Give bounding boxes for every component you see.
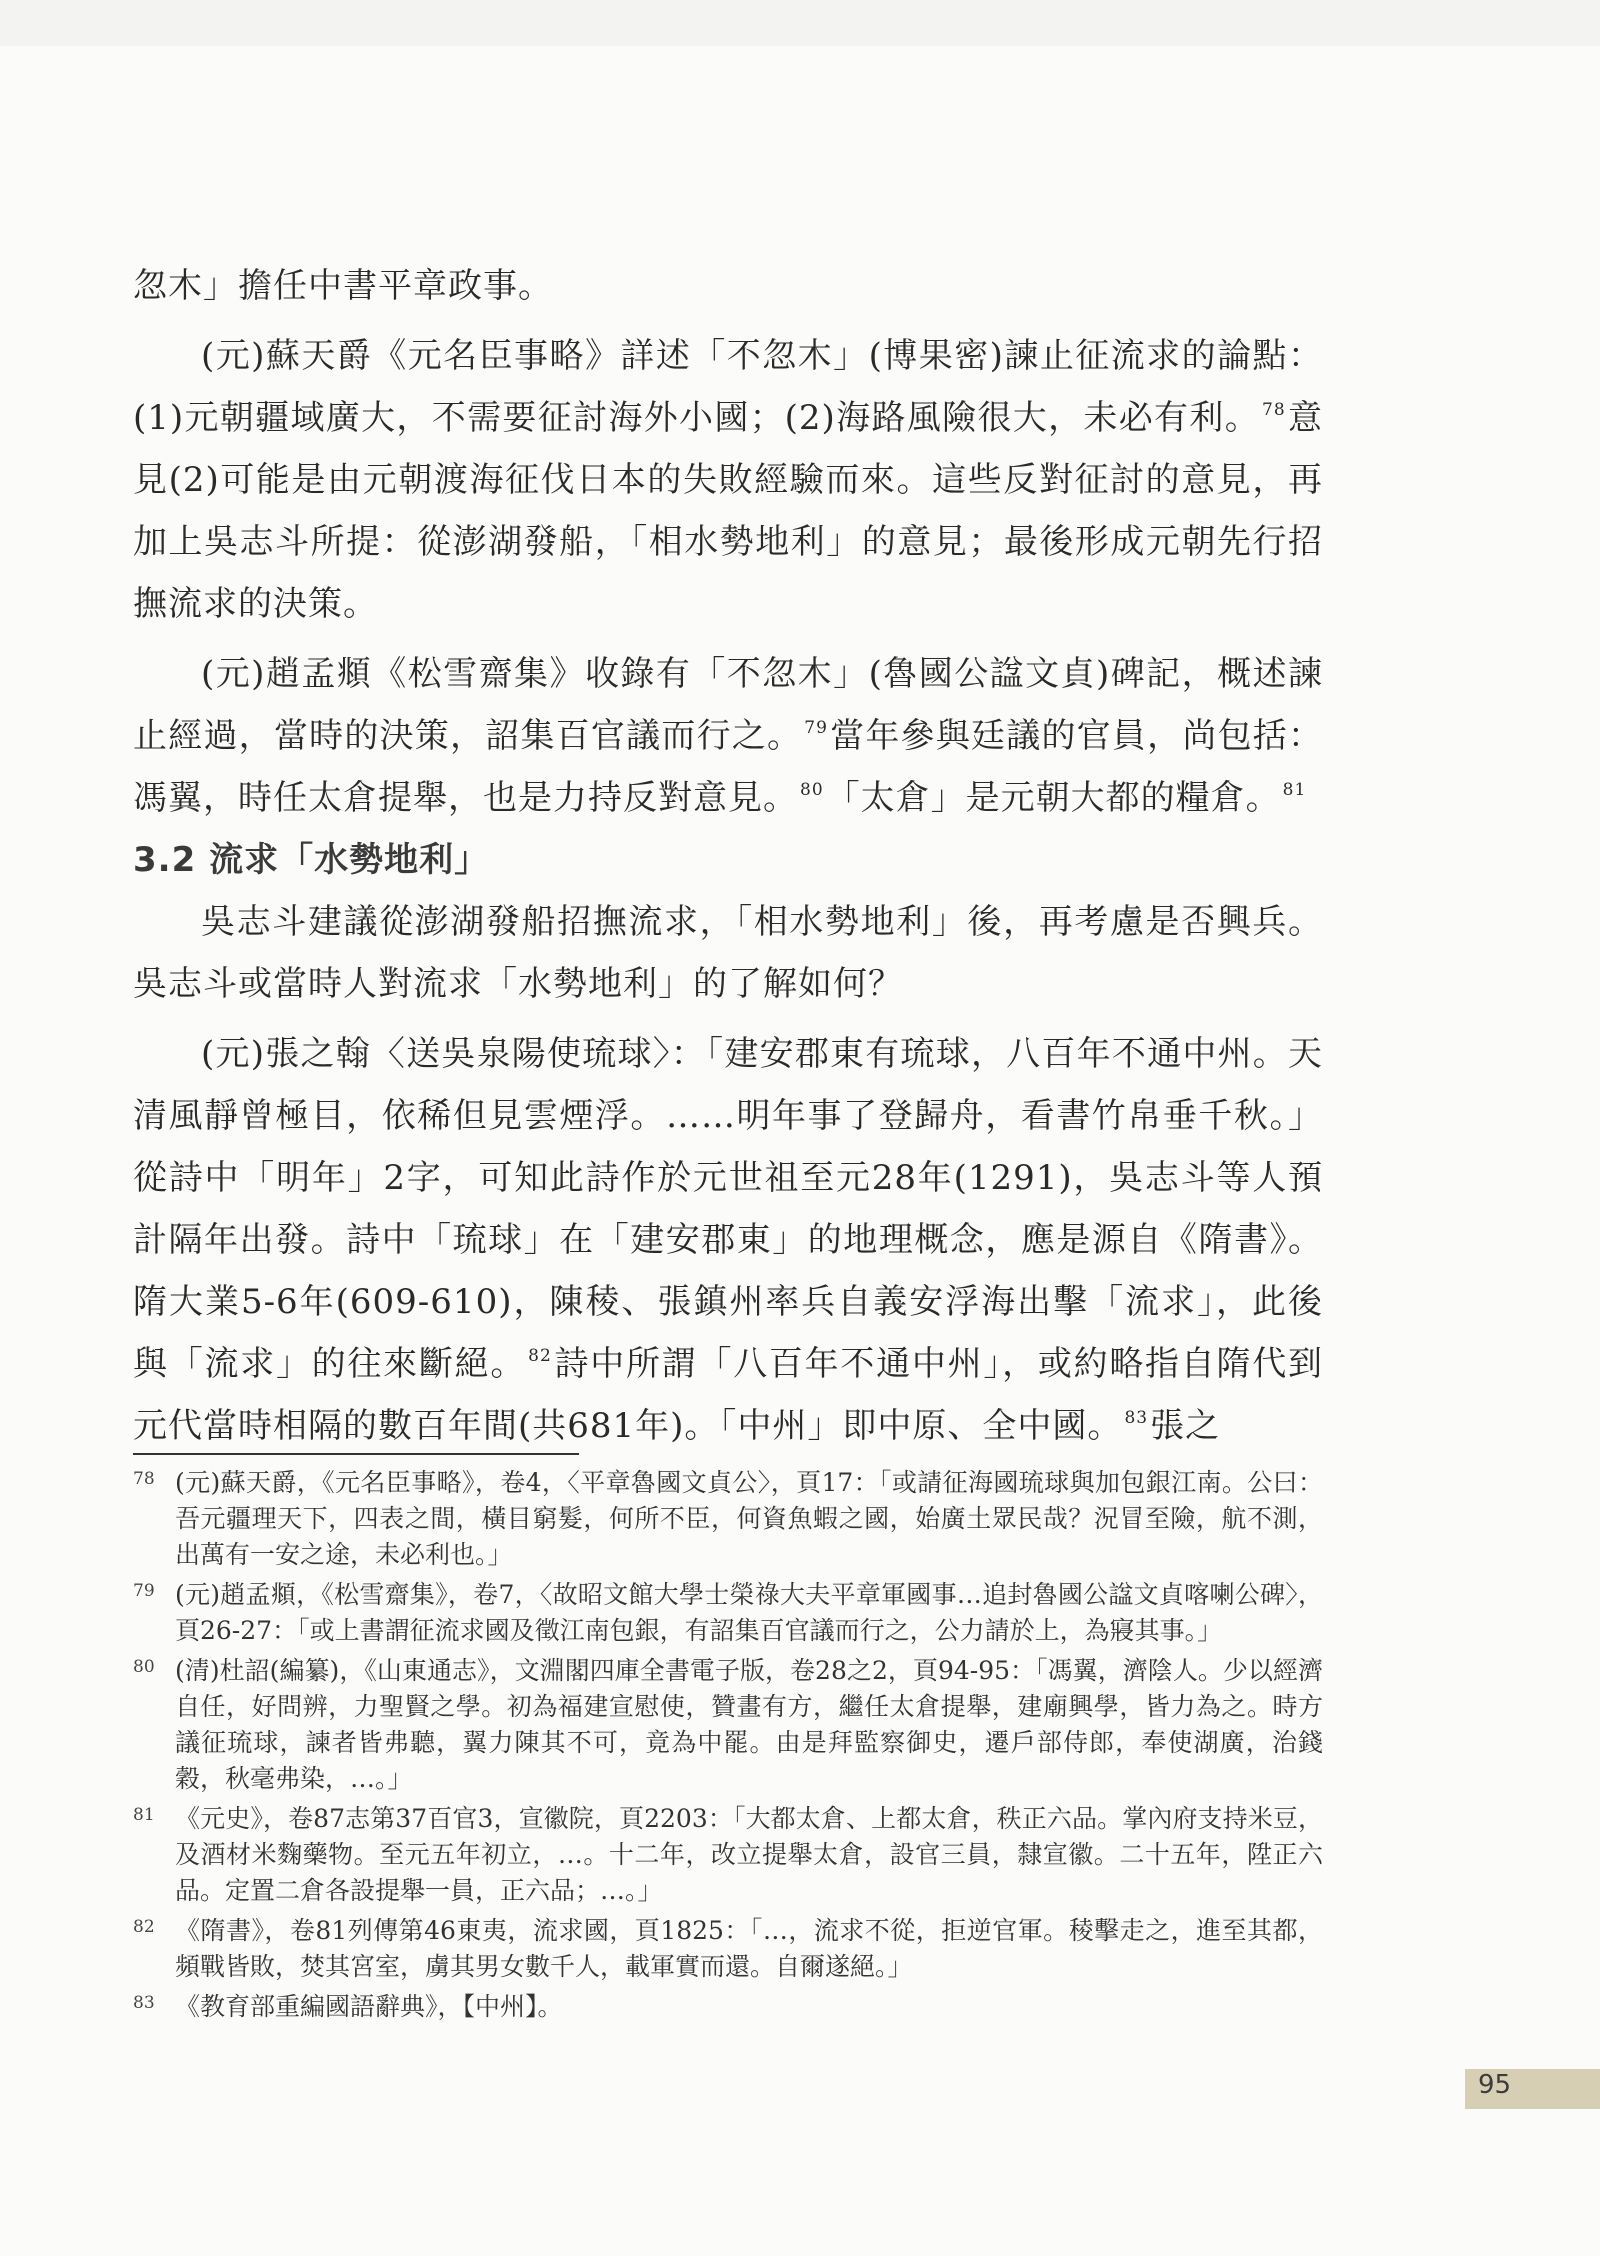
footnote-number: 80 bbox=[133, 1657, 155, 1677]
footnote-number: 78 bbox=[133, 1469, 155, 1489]
paragraph-zhao-mengfu: (元)趙孟頫《松雪齋集》收錄有「不忽木」(魯國公諡文貞)碑記，概述諫止經過，當時的決策，詔集百官議而行之。 $^{79}$當年參與廷議的官員，尚包括：馮翼，時任太倉提舉，也是力持反對意見。 $^{80}$「太倉」是元朝大都的糧倉。 $^{81}$ bbox=[133, 654, 1324, 818]
footnote-ref-80[interactable]: 80 bbox=[800, 780, 824, 800]
footnote-text: (元)趙孟頫，《松雪齋集》，卷7，〈故昭文館大學士榮祿大夫平章軍國事…追封魯國公諡文貞喀喇公碑〉，頁26-27：「或上書謂征流求國及徵江南包銀，有詔集百官議而行之，公力請於上，為寢其事。」 bbox=[175, 1580, 1323, 1645]
footnote-text: 《教育部重編國語辭典》，【中州】。 bbox=[175, 1992, 563, 2021]
paragraph-zhang-zhihan: (元)張之翰〈送吳泉陽使琉球〉：「建安郡東有琉球，八百年不通中州。天清風靜曾極目，依稀但見雲煙浮。……明年事了登歸舟，看書竹帛垂千秋。」從詩中「明年」2字，可知此詩作於元世祖至元28年(1291)，吳志斗等人預計隔年出發。詩中「琉球」在「建安郡東」的地理概念，應是源自《隋書》。隋大業5-6年(609-610)，陳稜、張鎮州率兵自義安浮海出擊「流求」，此後與「流求」的往來斷絕。 $^{82}$詩中所謂「八百年不通中州」，或約略指自隋代到元代當時相隔的數百年間(共681年)。「中州」即中原、全中國。 $^{83}$張之 bbox=[133, 1034, 1324, 1446]
page-number: 95 bbox=[1478, 2070, 1512, 2100]
footnote-78 bbox=[133, 1465, 1323, 1573]
footnote-81 bbox=[133, 1801, 1323, 1909]
footnote-text: (清)杜詔(編纂)，《山東通志》，文淵閣四庫全書電子版，卷28之2，頁94-95：「馮翼，濟陰人。少以經濟自任，好問辨，力聖賢之學。初為福建宣慰使，贊畫有方，繼任太倉提舉，建廟興學，皆力為之。時方議征琉球，諫者皆弗聽，翼力陳其不可，竟為中罷。由是拜監察御史，遷戶部侍郎，奉使湖廣，治錢穀，秋毫弗染，…。」 bbox=[175, 1656, 1323, 1793]
footnote-number: 79 bbox=[133, 1581, 155, 1601]
footnote-82 bbox=[133, 1913, 1323, 1985]
footnote-text: (元)蘇天爵，《元名臣事略》，卷4，〈平章魯國文貞公〉，頁17：「或請征海國琉球與加包銀江南。公曰：吾元疆理天下，四表之間，橫目窮髮，何所不臣，何資魚蝦之國，始廣土眾民哉？況冒至險，航不測，出萬有一安之途，未必利也。」 bbox=[175, 1468, 1323, 1569]
footnote-83 bbox=[133, 1989, 1323, 2025]
footnote-ref-79[interactable]: 79 bbox=[804, 718, 828, 738]
paragraph-wu-zhidou: 吳志斗建議從澎湖發船招撫流求，「相水勢地利」後，再考慮是否興兵。吳志斗或當時人對流求「水勢地利」的了解如何？ bbox=[133, 902, 1323, 1004]
footnote-ref-81[interactable]: 81 bbox=[1282, 780, 1307, 800]
footnote-ref-78[interactable]: 78 bbox=[1262, 400, 1286, 420]
footnote-79 bbox=[133, 1577, 1323, 1649]
footnote-text: 《元史》，卷87志第37百官3，宣徽院，頁2203：「大都太倉、上都太倉，秩正六品。掌內府支持米豆，及酒材米麴藥物。至元五年初立，…。十二年，改立提舉太倉，設官三員，隸宣徽。二十五年，陞正六品。定置二倉各設提舉一員，正六品；…。」 bbox=[175, 1804, 1323, 1905]
scan-top-band bbox=[0, 0, 1600, 46]
footnotes bbox=[133, 1465, 1323, 2029]
footnote-number: 82 bbox=[133, 1917, 155, 1937]
footnote-number: 83 bbox=[133, 1993, 155, 2013]
footnote-ref-82[interactable]: 82 bbox=[528, 1346, 552, 1366]
section-heading: 3.2 流求「水勢地利」 bbox=[133, 840, 490, 880]
footnote-ref-83[interactable]: 83 bbox=[1124, 1408, 1149, 1428]
footnote-divider bbox=[133, 1453, 579, 1455]
paragraph-bu-hu-mu: (元)蘇天爵《元名臣事略》詳述「不忽木」(博果密)諫止征流求的論點：(1)元朝疆域廣大，不需要征討海外小國；(2)海路風險很大，未必有利。 $^{78}$意見(2)可能是由元朝渡海征伐日本的失敗經驗而來。這些反對征討的意見，再加上吳志斗所提：從澎湖發船，「相水勢地利」的意見；最後形成元朝先行招撫流求的決策。 bbox=[133, 336, 1323, 624]
paragraph-continuation: 忽木」擔任中書平章政事。 bbox=[133, 266, 553, 306]
main-body bbox=[133, 255, 1323, 1457]
footnote-number: 81 bbox=[133, 1805, 155, 1825]
footnote-80 bbox=[133, 1653, 1323, 1797]
footnote-text: 《隋書》，卷81列傳第46東夷，流求國，頁1825：「…，流求不從，拒逆官軍。稜擊走之，進至其都，頻戰皆敗，焚其宮室，虜其男女數千人，載軍實而還。自爾遂絕。」 bbox=[175, 1916, 1323, 1981]
